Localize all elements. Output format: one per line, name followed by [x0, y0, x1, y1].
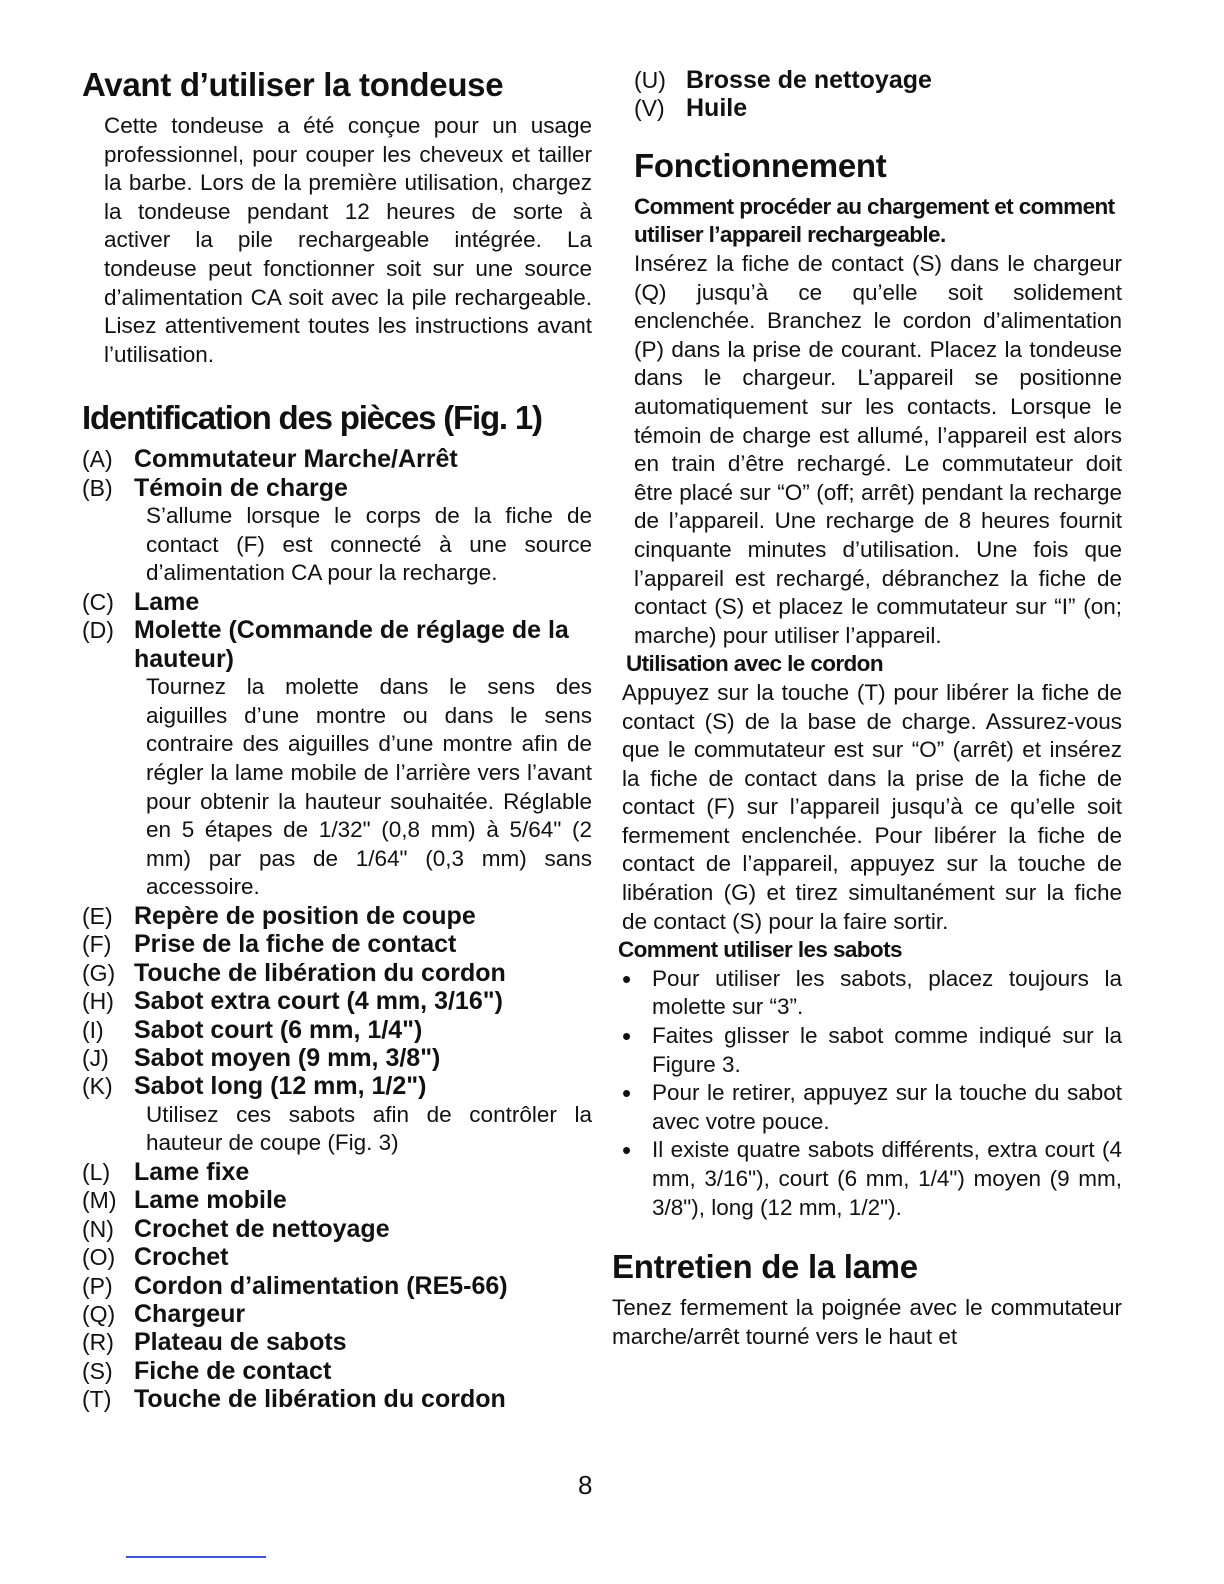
part-item: [82, 1016, 592, 1044]
part-item: [82, 588, 592, 616]
part-name: Prise de la fiche de contact: [134, 930, 457, 959]
part-name: Sabot extra court (4 mm, 3/16"): [134, 987, 503, 1016]
subheading-guides: Comment utiliser les sabots: [618, 937, 902, 963]
part-letter: (N): [82, 1215, 114, 1242]
part-letter: (A): [82, 446, 113, 473]
part-item: [82, 902, 592, 930]
guide-bullet: • Il existe quatre sabots différents, extra court (4 mm, 3/16"), court (6 mm, 1/4") moyen (9 mm, 3/8"), long (12 mm, 1/2").: [616, 1136, 1122, 1222]
part-item: [82, 616, 592, 673]
part-description: Tournez la molette dans le sens des aiguilles d’une montre ou dans le sens contraire des aiguilles d’une montre afin de régler la lame mobile de l’arrière vers l’avant pour obtenir la hauteur souhaitée. Réglable en 5 étapes de 1/32" (0,8 mm) à 5/64" (2 mm) par pas de 1/64" (0,3 mm) sans accessoire.: [146, 674, 592, 900]
part-description: Utilisez ces sabots afin de contrôler la hauteur de coupe (Fig. 3): [146, 1101, 592, 1156]
part-item: [82, 445, 592, 473]
part-letter: (F): [82, 931, 112, 958]
part-letter: (U): [634, 67, 666, 93]
part-letter: (R): [82, 1329, 114, 1356]
part-letter: (S): [82, 1357, 113, 1384]
part-item: [82, 1357, 592, 1385]
part-item: [82, 1300, 592, 1328]
part-item: [82, 1072, 592, 1100]
part-name: Sabot moyen (9 mm, 3/8"): [134, 1043, 441, 1072]
part-item: [82, 987, 592, 1015]
part-item: [82, 1158, 592, 1186]
guide-bullet: • Pour le retirer, appuyez sur la touche du sabot avec votre pouce.: [616, 1079, 1122, 1136]
cord-paragraph: Appuyez sur la touche (T) pour libérer la fiche de contact (S) de la base de charge. Assurez-vous que le commutateur est sur “O” (arrêt) et insérez la fiche de contact dans la prise de la fiche de contact (F) sur l’appareil jusqu’à ce qu’elle soit fermement enclenchée. Pour libérer la fiche de contact de l’appareil, appuyez sur la touche de libération (G) et tirez simultanément sur la fiche de contact (S) pour la faire sortir.: [622, 679, 1122, 934]
part-name: Témoin de charge: [134, 473, 348, 502]
section-title-operation: Fonctionnement: [634, 146, 887, 184]
part-item: [82, 1272, 592, 1300]
section-title-before-use: Avant d’utiliser la tondeuse: [82, 66, 504, 103]
part-item: [82, 930, 592, 958]
part-item: [82, 1186, 592, 1214]
part-name: Brosse de nettoyage: [686, 66, 932, 94]
part-letter: (V): [634, 95, 665, 122]
left-column: [82, 66, 592, 1414]
maintenance-paragraph: Tenez fermement la poignée avec le commutateur marche/arrêt tourné vers le haut et: [612, 1295, 1122, 1349]
part-description: S’allume lorsque le corps de la fiche de contact (F) est connecté à une source d’alimentation CA pour la recharge.: [146, 503, 592, 586]
parts-list-continued: [634, 66, 1122, 123]
part-item: [634, 66, 1122, 94]
part-letter: (T): [82, 1386, 112, 1413]
part-name: Cordon d’alimentation (RE5-66): [134, 1271, 508, 1300]
part-item: [82, 1044, 592, 1072]
guides-bullet-list: [616, 965, 1122, 1222]
part-name: Molette (Commande de réglage de la hauteur): [134, 616, 569, 673]
part-letter: (K): [82, 1073, 113, 1100]
part-letter: (H): [82, 988, 114, 1015]
subheading-charging: Comment procéder au chargement et comment utiliser l’appareil rechargeable.: [634, 193, 1115, 248]
part-letter: (B): [82, 474, 113, 501]
page-number: 8: [578, 1470, 593, 1500]
part-name: Plateau de sabots: [134, 1328, 347, 1357]
part-letter: (D): [82, 617, 114, 644]
part-name: Sabot court (6 mm, 1/4"): [134, 1015, 423, 1044]
part-item: [82, 1215, 592, 1243]
part-name: Crochet de nettoyage: [134, 1214, 390, 1243]
section-title-maintenance: Entretien de la lame: [612, 1248, 918, 1286]
part-letter: (J): [82, 1044, 109, 1071]
part-letter: (G): [82, 959, 116, 986]
part-name: Chargeur: [134, 1299, 246, 1328]
part-item: [82, 1243, 592, 1271]
part-letter: (E): [82, 902, 113, 929]
intro-paragraph: Cette tondeuse a été conçue pour un usage professionnel, pour couper les cheveux et tailler la barbe. Lors de la première utilisation, chargez la tondeuse pendant 12 heures de sorte à activer la pile rechargeable intégrée. La tondeuse peut fonctionner soit sur une source d’alimentation CA soit avec la pile rechargeable. Lisez attentivement toutes les instructions avant l’utilisation.: [104, 113, 592, 367]
part-item: [634, 94, 1122, 122]
part-item: [82, 1385, 592, 1413]
part-letter: (Q): [82, 1300, 116, 1327]
part-name: Sabot long (12 mm, 1/2"): [134, 1072, 427, 1101]
part-name: Crochet: [134, 1243, 229, 1272]
part-letter: (L): [82, 1158, 111, 1185]
part-name: Lame mobile: [134, 1186, 287, 1215]
parts-list: [82, 445, 592, 1413]
part-letter: (C): [82, 588, 114, 615]
part-name: Commutateur Marche/Arrêt: [134, 445, 458, 474]
guide-bullet: • Pour utiliser les sabots, placez toujours la molette sur “3”.: [616, 965, 1122, 1022]
part-letter: (O): [82, 1244, 116, 1271]
part-letter: (M): [82, 1187, 117, 1214]
part-item: [82, 1328, 592, 1356]
guide-bullet: • Faites glisser le sabot comme indiqué sur la Figure 3.: [616, 1022, 1122, 1079]
part-name: Fiche de contact: [134, 1356, 332, 1385]
part-item: [82, 474, 592, 502]
part-name: Huile: [686, 94, 748, 123]
subheading-cord-use: Utilisation avec le cordon: [626, 651, 883, 677]
part-letter: (I): [82, 1016, 104, 1043]
footer-rule: [126, 1556, 266, 1558]
part-name: Lame fixe: [134, 1157, 250, 1186]
part-name: Repère de position de coupe: [134, 901, 476, 930]
part-name: Touche de libération du cordon: [134, 1385, 506, 1414]
part-name: Lame: [134, 587, 200, 616]
right-column: [612, 66, 1122, 1351]
section-title-parts: Identification des pièces (Fig. 1): [82, 399, 542, 437]
part-item: [82, 959, 592, 987]
part-name: Touche de libération du cordon: [134, 958, 506, 987]
part-letter: (P): [82, 1272, 113, 1299]
charging-paragraph: Insérez la fiche de contact (S) dans le chargeur (Q) jusqu’à ce qu’elle soit solidement enclenchée. Branchez le cordon d’alimentation (P) dans la prise de courant. Placez la tondeuse dans le chargeur. L’appareil se positionne automatiquement sur les contacts. Lorsque le témoin de charge est allumé, l’appareil est alors en train d’être rechargé. Le commutateur doit être placé sur “O” (off; arrêt) pendant la recharge de l’appareil. Une recharge de 8 heures fournit cinquante minutes d’utilisation. Une fois que l’appareil est rechargé, débranchez la fiche de contact (S) et placez le commutateur sur “I” (on; marche) pour utiliser l’appareil.: [634, 251, 1122, 648]
